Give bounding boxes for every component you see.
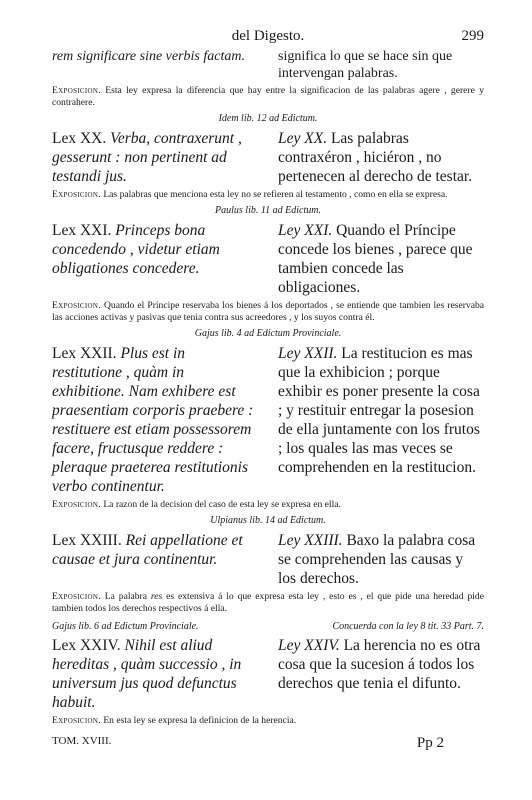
lex-number: Lex XXI. — [52, 222, 112, 239]
source-citation: Idem lib. 12 ad Edictum. — [218, 113, 318, 124]
lex-number: Lex XXII. — [52, 345, 117, 362]
spanish-text — [278, 129, 484, 186]
exposicion-text: Quando el Príncipe reservaba los bienes á los deportados , se entiende que tambien les reservaba las acciones activas y pasivas que tenia contra sus acreedores , y los suyos contra él. — [52, 300, 485, 323]
latin-text — [52, 129, 258, 186]
lex-number: Lex XXIII. — [52, 532, 122, 549]
source-row — [52, 621, 484, 632]
exposicion-label: Exposicion. — [52, 499, 101, 510]
ley-number: Ley XX. — [278, 130, 328, 147]
law-text-row — [52, 531, 484, 588]
running-title: del Digesto. — [231, 28, 305, 44]
exposicion-text-a: La palabra — [104, 591, 148, 602]
exposicion-label: Exposicion. — [52, 189, 101, 200]
exposicion-text: Las palabras que menciona esta ley no se refieren al testamento , como en ella se expresa. — [103, 189, 448, 200]
exposicion-term: res — [150, 591, 163, 602]
latin-body: Rei appellatione et causae et jura continentur. — [52, 532, 243, 568]
source-citation: Gajus lib. 4 ad Edictum Provinciale. — [194, 328, 342, 339]
exposicion-text: En esta ley se expresa la definicion de la herencia. — [103, 715, 297, 726]
law-text-row — [52, 344, 484, 496]
ley-number: Ley XXII. — [278, 345, 338, 362]
lex-number: Lex XX. — [52, 130, 107, 147]
source-citation: Gajus lib. 6 ad Edictum Provinciale. — [52, 621, 199, 632]
latin-text — [52, 344, 258, 496]
ley-number: Ley XXIV. — [278, 637, 340, 654]
latin-body: Nihil est aliud hereditas , quàm successio , in universum jus quod defunctus habuit. — [52, 637, 242, 711]
latin-text — [52, 636, 258, 712]
exposicion — [52, 85, 484, 109]
concordance-citation: Concuerda con la ley 8 tit. 33 Part. 7. — [332, 621, 484, 632]
spanish-text — [278, 636, 484, 712]
spanish-body: Quando el Príncipe concede los bienes , parece que tambien concede las obligaciones. — [278, 222, 473, 296]
spanish-body: Las palabras contraxéron , hiciéron , no pertenecen al derecho de testar. — [278, 130, 473, 185]
law-text-row — [52, 48, 484, 82]
spanish-body: Baxo la palabra cosa se comprehenden las causas y los derechos. — [278, 532, 476, 587]
spanish-text — [278, 344, 484, 496]
exposicion — [52, 715, 484, 727]
source-citation: Paulus lib. 11 ad Edictum. — [215, 205, 321, 216]
exposicion-text: La razon de la decision del caso de esta ley se expresa en ella. — [103, 499, 341, 510]
exposicion-label: Exposicion. — [52, 715, 101, 726]
exposicion-label: Exposicion. — [52, 591, 101, 602]
exposicion-text: Esta ley expresa la diferencia que hay entre la significacion de las palabras agere , gerere y contrahere. — [52, 85, 484, 108]
exposicion — [52, 499, 484, 511]
spanish-body: La restitucion es mas que la exhibicion ; porque exhibir es poner presente la cosa ; y restituir entregar la posesion de ella juntamente con los frutos ; los quales las mas veces se comprehenden en la restitucion. — [278, 345, 480, 476]
exposicion — [52, 591, 484, 615]
latin-body: Verba, contraxerunt , gesserunt : non pertinent ad testandi jus. — [52, 130, 242, 185]
exposicion — [52, 189, 484, 201]
source-citation: Ulpianus lib. 14 ad Edictum. — [210, 515, 326, 526]
latin-body: Princeps bona concedendo , videtur etiam obligationes concedere. — [52, 222, 220, 277]
spanish-text — [278, 531, 484, 588]
volume-label: TOM. XVIII. — [52, 735, 112, 747]
law-text-row — [52, 636, 484, 712]
exposicion-label: Exposicion. — [52, 300, 101, 311]
latin-text — [52, 531, 258, 588]
exposicion-label: Exposicion. — [52, 85, 101, 96]
exposicion-text-b: es extensiva á lo que expresa esta ley , esto es , el que pide una heredad pide tambien todos los derechos respectivos á ella. — [52, 591, 484, 614]
spanish-text: significa lo que se hace sin que intervengan palabras. — [278, 49, 453, 81]
lex-number: Lex XXIV. — [52, 637, 121, 654]
spanish-body: La herencia no es otra cosa que la sucesion á todos los derechos que tenia el difunto. — [278, 637, 481, 692]
latin-text — [52, 221, 258, 297]
page-footer — [52, 735, 484, 752]
exposicion — [52, 300, 484, 324]
ley-number: Ley XXIII. — [278, 532, 343, 549]
running-header — [52, 26, 484, 48]
spanish-text — [278, 221, 484, 297]
law-text-row — [52, 221, 484, 297]
latin-body: Plus est in restitutione , quàm in exhibitione. Nam exhibere est praesentiam corporis praebere : restituere est etiam possessorem facere, fructusque reddere : pleraque praeterea restitutionis verbo continentur. — [52, 345, 254, 495]
page-number: 299 — [461, 28, 484, 44]
law-text-row — [52, 129, 484, 186]
page — [52, 26, 484, 752]
latin-text: rem significare sine verbis factam. — [52, 49, 245, 64]
signature-mark: Pp 2 — [416, 735, 444, 751]
ley-number: Ley XXI. — [278, 222, 333, 239]
